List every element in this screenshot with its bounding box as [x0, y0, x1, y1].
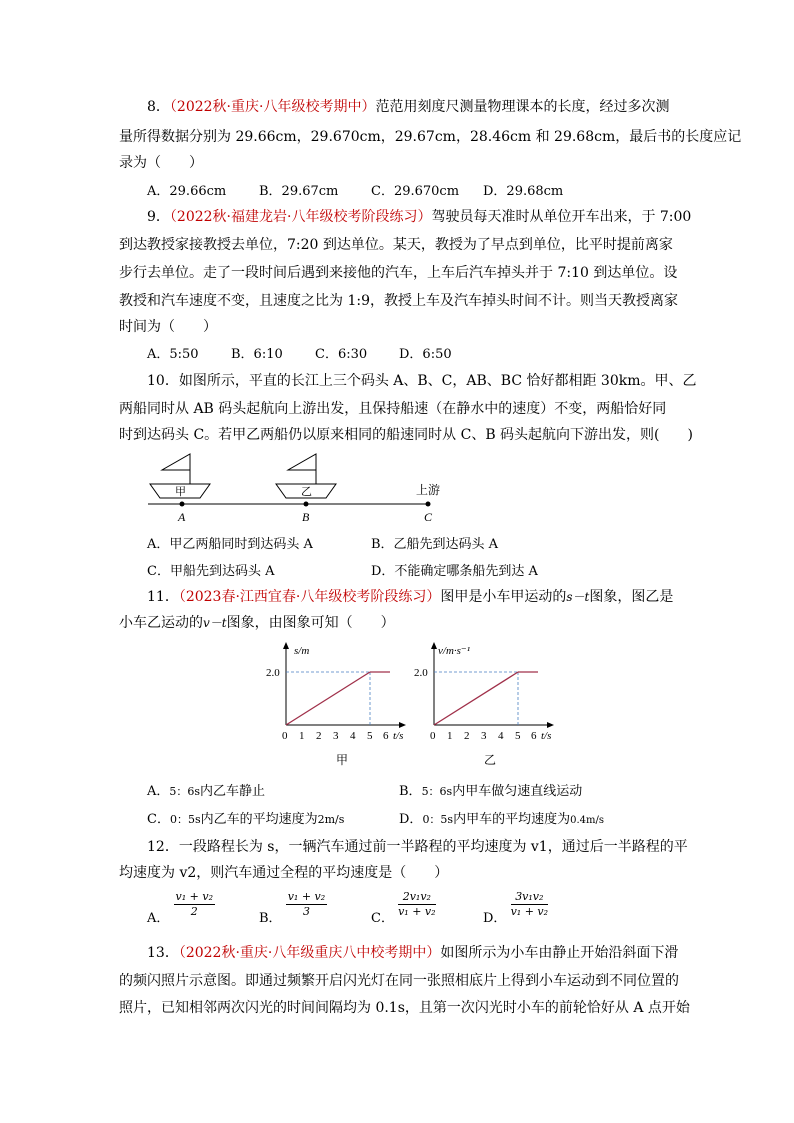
q12-option-b[interactable]: B． $\frac{\text{v₁ + v₂}}{3}$ — [259, 890, 326, 926]
q8-option-b[interactable]: B．29.67cm — [259, 184, 339, 199]
svg-text:5: 5 — [515, 730, 521, 742]
q12-option-d[interactable]: D． $\frac{\text{3v₁v₂}}{\text{v₁ + v₂}}$ — [483, 890, 549, 926]
q11-text-b: 图象，图乙是 — [589, 589, 674, 605]
boat-yi-label: 乙 — [301, 486, 312, 498]
label-b: B — [302, 510, 310, 524]
q9-option-a[interactable]: A．5:50 — [147, 347, 199, 362]
q10-line2: 两船同时从 AB 码头起航向上游出发，且保持船速（在静水中的速度）不变，两船恰好同 — [119, 401, 667, 417]
graph-jia-series — [286, 672, 370, 725]
q9-line2: 到达教授家接教授去单位，7:20 到达单位。某天，教授为了早点到单位，比平时提前离家 — [119, 237, 673, 253]
q8-text: 范范用刻度尺测量物理课本的长度，经过多次测 — [375, 99, 670, 115]
q10-line3: 时到达码头 C。若甲乙两船仍以原来相同的船速同时从 C、B 码头起航向下游出发，则( ) — [119, 427, 693, 443]
graph-jia-ylabel: s/m — [294, 645, 310, 657]
q8-line1 — [147, 96, 669, 116]
q11-option-d[interactable]: D．0：5s内甲车的平均速度为0.4m/s — [399, 812, 604, 827]
boat-jia — [150, 454, 210, 498]
point-c — [426, 502, 431, 507]
svg-text:6: 6 — [531, 730, 537, 742]
svg-text:6: 6 — [383, 730, 389, 742]
q10-option-b[interactable]: B．乙船先到达码头 A — [371, 537, 499, 552]
q9-option-c[interactable]: C．6:30 — [315, 347, 368, 362]
q8-number: 8． — [147, 99, 170, 115]
graph-jia — [262, 640, 407, 770]
q9-text: 驾驶员每天准时从单位开车出来，于 7:00 — [431, 209, 692, 225]
q11-option-a[interactable]: A．5：6s内乙车静止 — [147, 784, 266, 799]
q9-number: 9． — [147, 209, 170, 225]
q13-line1 — [147, 942, 678, 962]
q12-option-c[interactable]: C． $\frac{\text{2v₁v₂}}{\text{v₁ + v₂}}$ — [371, 890, 436, 926]
q10-option-a[interactable]: A．甲乙两船同时到达码头 A — [147, 537, 313, 552]
q8-line3: 录为（ ） — [119, 155, 203, 171]
q8-option-a[interactable]: A．29.66cm — [147, 184, 227, 199]
q8-option-c[interactable]: C．29.670cm — [371, 184, 460, 199]
svg-text:4: 4 — [350, 730, 356, 742]
svg-text:0: 0 — [282, 730, 288, 742]
q9-line4: 教授和汽车速度不变，且速度之比为 1:9，教授上车及汽车掉头时间不计。则当天教授离家 — [119, 293, 678, 309]
q10-option-c[interactable]: C．甲船先到达码头 A — [147, 564, 275, 579]
svg-text:2: 2 — [464, 730, 470, 742]
graph-yi — [410, 640, 555, 770]
q10-option-d[interactable]: D．不能确定哪条船先到达 A — [371, 564, 538, 579]
q11-line2 — [119, 612, 395, 632]
svg-text:3: 3 — [333, 730, 339, 742]
q13-line3: 照片，已知相邻两次闪光的时间间隔均为 0.1s，且第一次闪光时小车的前轮恰好从 A 点开始 — [119, 1000, 690, 1016]
graph-yi-xlabel: t/s — [541, 730, 552, 742]
q12-line2: 均速度为 v2，则汽车通过全程的平均速度是（ ） — [119, 865, 449, 881]
q9-line1 — [147, 206, 691, 226]
q8-option-d[interactable]: D．29.68cm — [483, 184, 564, 199]
q9-line3: 步行去单位。走了一段时间后遇到来接他的汽车，上车后汽车掉头并于 7:10 到达单位。设 — [119, 265, 678, 281]
q11-line1 — [147, 586, 673, 606]
q13-source: （2022秋·重庆·八年级重庆八中校考期中） — [178, 945, 441, 961]
upstream-label: 上游 — [416, 483, 441, 497]
q10-line1: 10．如图所示，平直的长江上三个码头 A、B、C，AB、BC 恰好都相距 30km。甲、乙 — [147, 373, 697, 389]
graph-yi-ytick: 2.0 — [414, 667, 428, 679]
graph-jia-ytick: 2.0 — [266, 667, 280, 679]
q9-option-b[interactable]: B．6:10 — [231, 347, 283, 362]
q8-source: （2022秋·重庆·八年级校考期中） — [169, 99, 376, 115]
q13-text: 如图所示为小车由静止开始沿斜面下滑 — [440, 945, 679, 961]
graph-yi-series — [434, 672, 518, 725]
q11-text-c: 小车乙运动的 — [119, 615, 203, 631]
q12-option-a[interactable]: A． $\frac{\text{v₁ + v₂}}{2}$ — [147, 890, 213, 926]
river-figure — [140, 448, 460, 528]
q8-line2: 量所得数据分别为 29.66cm，29.670cm，29.67cm，28.46cm 和 29.68cm，最后书的长度应记 — [119, 129, 742, 145]
q11-text-a: 图甲是小车甲运动的 — [440, 589, 567, 605]
q11-option-b[interactable]: B．5：6s内甲车做匀速直线运动 — [399, 784, 583, 799]
svg-text:1: 1 — [299, 730, 305, 742]
svg-text:1: 1 — [447, 730, 453, 742]
point-b — [304, 502, 309, 507]
graph-jia-caption: 甲 — [336, 753, 349, 767]
q11-vt-symbol: v－t — [203, 616, 227, 630]
q9-source: （2022秋·福建龙岩·八年级校考阶段练习） — [169, 209, 432, 225]
q11-st-symbol: s－t — [566, 590, 590, 604]
q11-text-d: 图象，由图象可知（ ） — [226, 615, 395, 631]
q13-number: 13． — [147, 945, 179, 961]
q11-option-c[interactable]: C．0：5s内乙车的平均速度为2m/s — [147, 812, 345, 827]
graph-jia-xlabel: t/s — [393, 730, 404, 742]
graph-yi-caption: 乙 — [484, 753, 497, 767]
q9-line5: 时间为（ ） — [119, 319, 217, 335]
boat-jia-label: 甲 — [175, 486, 186, 498]
q11-source: （2023春·江西宜春·八年级校考阶段练习） — [178, 589, 441, 605]
point-a — [180, 502, 185, 507]
svg-text:4: 4 — [498, 730, 504, 742]
q13-line2: 的频闪照片示意图。即通过频繁开启闪光灯在同一张照相底片上得到小车运动到不同位置的 — [119, 973, 679, 989]
label-c: C — [424, 510, 433, 524]
q9-option-d[interactable]: D．6:50 — [399, 347, 452, 362]
svg-text:2: 2 — [316, 730, 322, 742]
boat-yi — [276, 454, 336, 498]
svg-text:0: 0 — [430, 730, 436, 742]
label-a: A — [178, 510, 186, 524]
svg-text:3: 3 — [481, 730, 487, 742]
svg-text:5: 5 — [367, 730, 373, 742]
q12-line1: 12．一段路程长为 s，一辆汽车通过前一半路程的平均速度为 v1，通过后一半路程的平 — [147, 839, 688, 855]
graph-yi-ylabel: v/m·s⁻¹ — [438, 645, 471, 657]
q11-number: 11． — [147, 589, 179, 605]
